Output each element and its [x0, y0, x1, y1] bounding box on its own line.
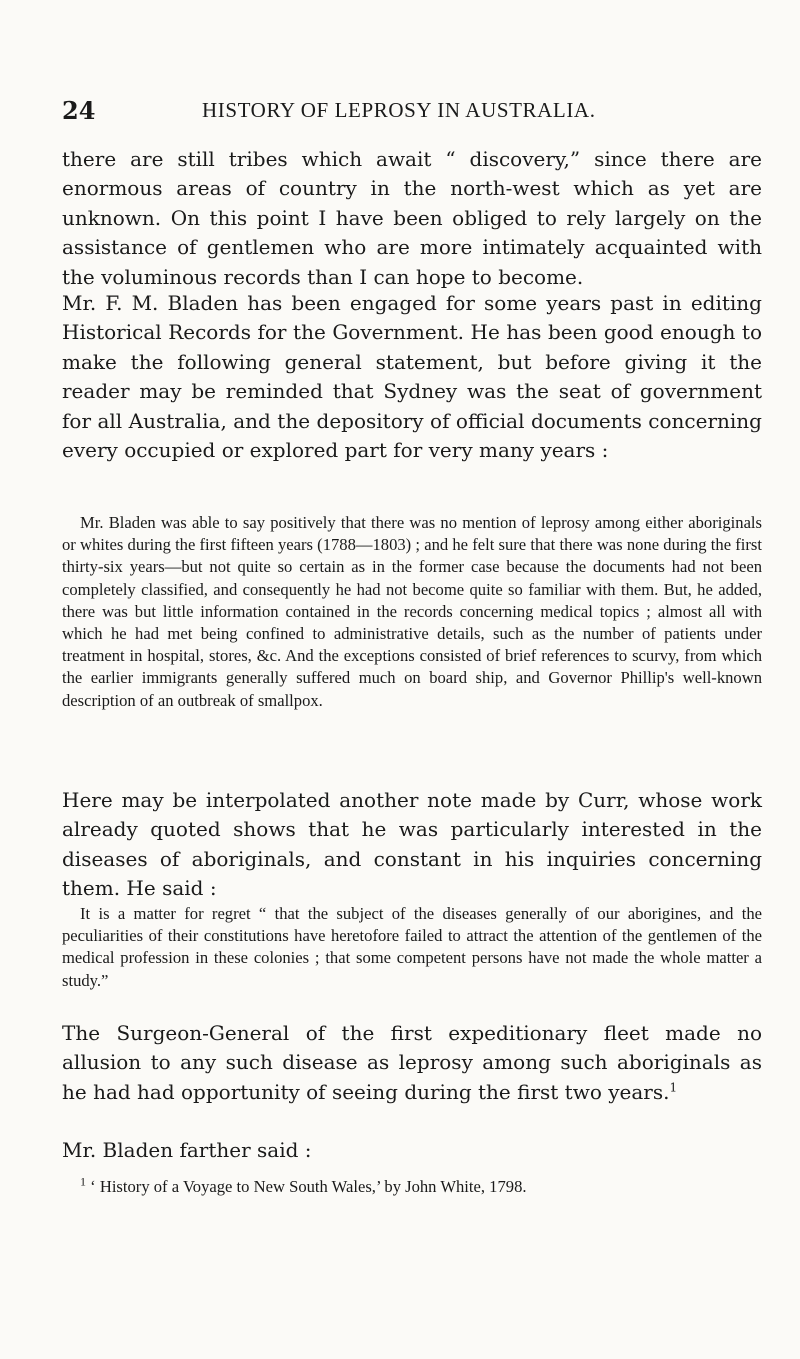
surgeon-general-text: The Surgeon-General of the first expeditionary fleet made no allusion to any such disease as leprosy among such aboriginals as he had had opportunity of seeing during the first two years.: [62, 1021, 762, 1104]
paragraph-bladen-farther: Mr. Bladen farther said :: [62, 1138, 312, 1162]
quote-bladen-statement: Mr. Bladen was able to say positively that there was no mention of leprosy among either aboriginals or whites during the first fifteen years (1788—1803) ; and he felt sure that there was none during the first thirty-six years—but not quite so certain as in the former case because the documents had not been completely classified, and consequently he had not become quite so familiar with them. But, he added, there was but little information contained in the records concerning medical topics ; almost all with which he had met being confined to administrative details, such as the number of patients under treatment in hospital, stores, &c. And the exceptions consisted of brief references to scurvy, from which the earlier immigrants generally suffered much on board ship, and Governor Phillip's well-known description of an outbreak of smallpox.: [62, 513, 762, 710]
footnote-reference: 1: [669, 1080, 678, 1095]
paragraph-curr-note: Here may be interpolated another note made by Curr, whose work already quoted shows that he was particularly interested in the diseases of aboriginals, and constant in his inquiries concerning them. He said :: [62, 788, 762, 901]
page-number: 24: [62, 96, 96, 125]
paragraph-tribes: there are still tribes which await “ discovery,” since there are enormous areas of country in the north-west which as yet are unknown. On this point I have been obliged to rely largely on the assistance of gentlemen who are more intimately acquainted with the voluminous records than I can hope to become.: [62, 147, 762, 289]
quote-curr: It is a matter for regret “ that the subject of the diseases generally of our aborigines, and the peculiarities of their constitutions have heretofore failed to attract the attention of the gentlemen of the medical profession in these colonies ; that some competent persons have not made the whole matter a study.”: [62, 904, 762, 990]
footnote-marker: 1: [80, 1174, 86, 1189]
footnote-text: ‘ History of a Voyage to New South Wales,’ by John White, 1798.: [90, 1177, 527, 1196]
paragraph-surgeon-general: [62, 1019, 762, 1107]
paragraph-bladen-intro: Mr. F. M. Bladen has been engaged for some years past in editing Historical Records for the Government. He has been good enough to make the following general statement, but before giving it the reader may be reminded that Sydney was the seat of government for all Australia, and the depository of official documents concerning every occupied or explored part for very many years :: [62, 291, 762, 463]
page-header: [62, 96, 762, 126]
running-title: HISTORY OF LEPROSY IN AUSTRALIA.: [202, 98, 596, 122]
footnote: [80, 1176, 762, 1198]
